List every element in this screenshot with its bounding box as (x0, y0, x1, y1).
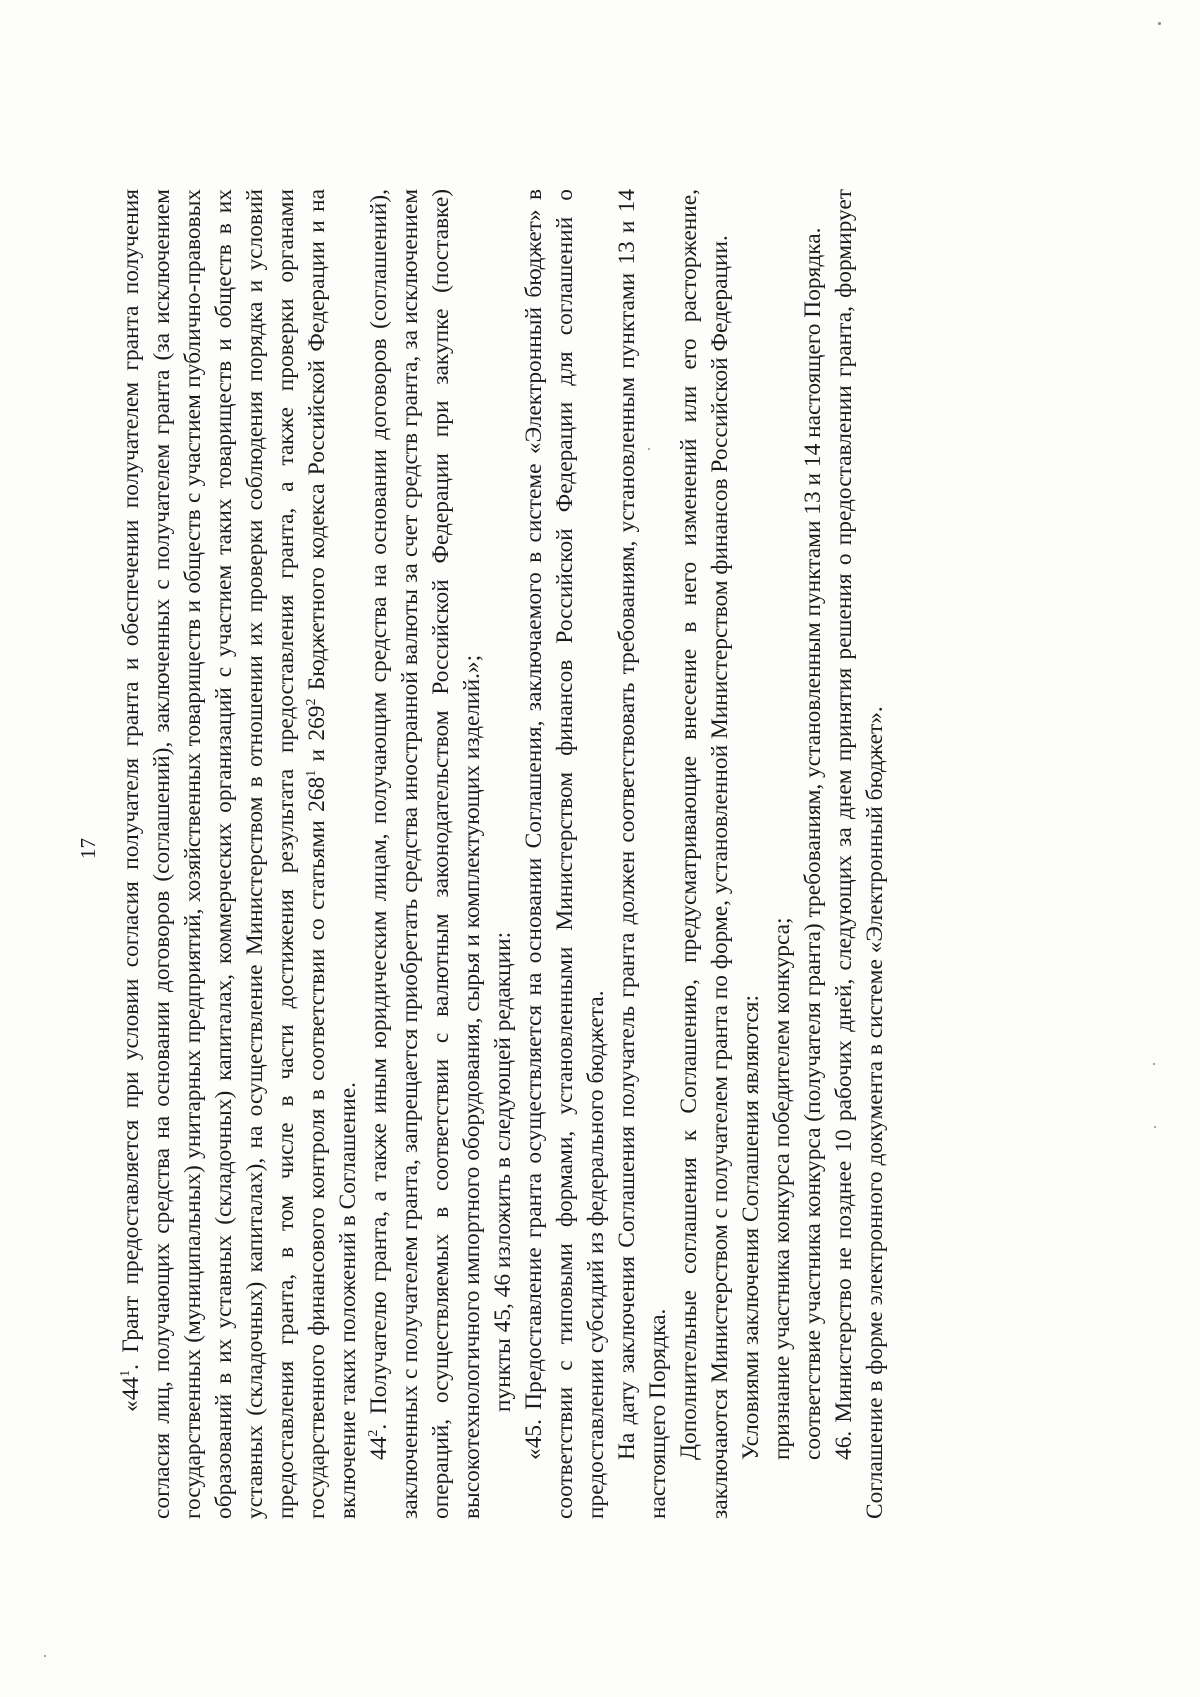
paragraph-condition-1: признание участника конкурса победителем конкурса; (769, 917, 795, 1460)
paragraph-46: 46. Министерство не позднее 10 рабочих дней, следующих за днем принятия решения о предоставлении гранта, формирует Соглашение в форме электронного документа в системе «Электронный бюджет». (831, 189, 888, 1519)
paragraph-additional-agreements: Дополнительные соглашения к Соглашению, предусматривающие внесение в него изменений или его расторжение, заключаются Министерством с получателем гранта по форме, установленной Министерством финансов Российской Федерации. (676, 189, 733, 1519)
paragraph-44-1: «$44^1$. Грант предоставляется при условии согласия получателя гранта и обеспечении получателем гранта получения согласия лиц, получающих средства на основании договоров (соглашений), заключенных с получателем гранта (за исключением государственных (муниципальных) унитарных предприятий, хозяйственных товариществ и обществ с участием публично-правовых образований в их уставных (складочных) капиталах, коммерческих организаций с участием таких товариществ и обществ в их уставных (складочных) капиталах), на осуществление Министерством в отношении их проверки соблюдения порядка и условий предоставления гранта, в том числе в части достижения результата предоставления гранта, а также проверки органами государственного финансового контроля в соответствии со статьями $268^1$ и $269^2$ Бюджетного кодекса Российской Федерации и на включение таких положений в Соглашение. (118, 189, 361, 1519)
paragraph-items-intro: пункты 45, 46 изложить в следующей редакции: (490, 931, 516, 1412)
paragraph-44-2: $44^2$. Получателю гранта, а также иным юридическим лицам, получающим средства на основании договоров (соглашений), заключенных с получателем гранта, запрещается приобретать средства иностранной валюты за счет средств гранта, за исключением операций, осуществляемых в соответствии с валютным законодательством Российской Федерации при закупке (поставке) высокотехнологичного импортного оборудования, сырья и комплектующих изделий.»; (366, 189, 485, 1519)
paragraph-conditions-heading: Условиями заключения Соглашения являются: (738, 994, 764, 1460)
paragraph-conclusion-date: На дату заключения Соглашения получатель гранта должен соответствовать требованиям, установленным пунктами 13 и 14 настоящего Порядка. (614, 189, 671, 1519)
page-number: 17 (76, 838, 100, 859)
paragraph-45: «45. Предоставление гранта осуществляется на основании Соглашения, заключаемого в системе «Электронный бюджет» в соответствии с типовыми формами, установленными Министерством финансов Российской Федерации для соглашений о предоставлении субсидий из федерального бюджета. (521, 189, 609, 1519)
paragraph-condition-2: соответствие участника конкурса (получателя гранта) требованиям, установленным пунктами 13 и 14 настоящего Порядка. (800, 227, 826, 1460)
document-body (116, 189, 891, 1519)
